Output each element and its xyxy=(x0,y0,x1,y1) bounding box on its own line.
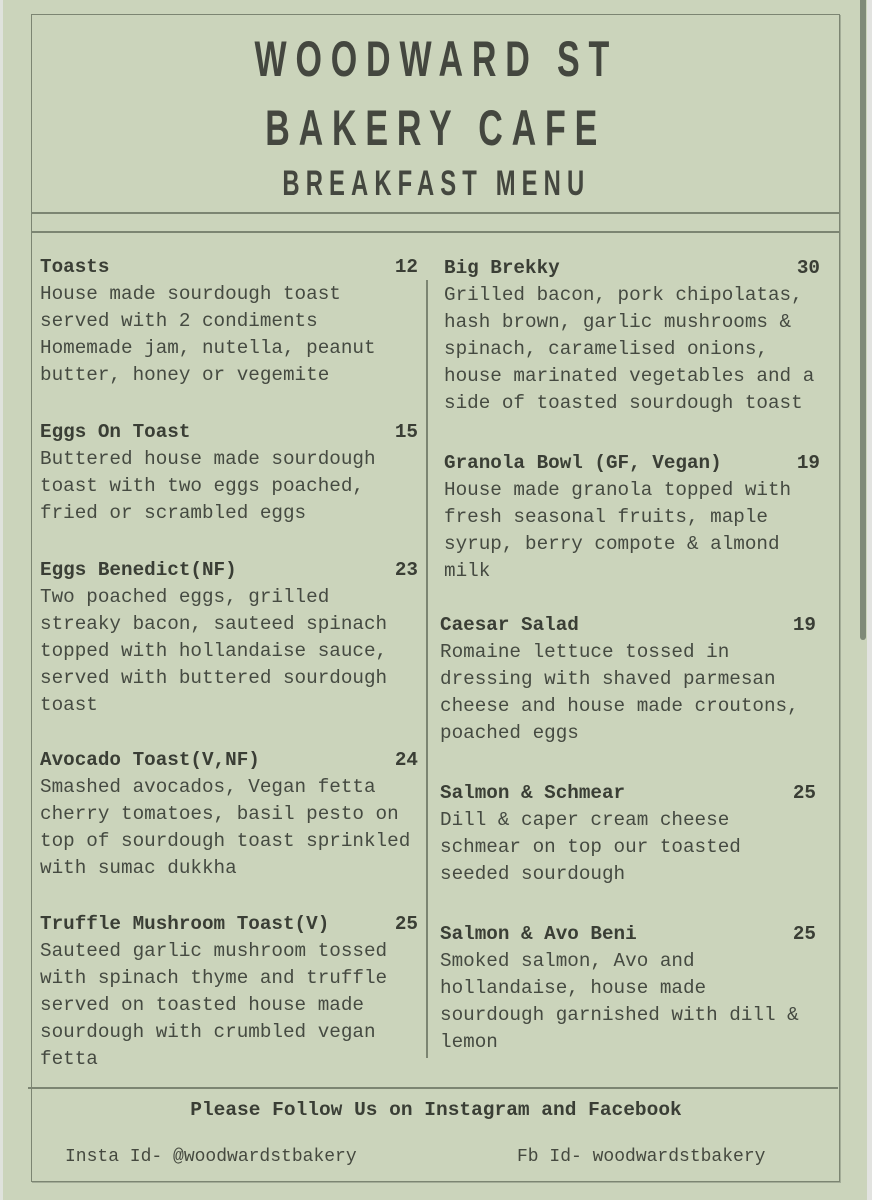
item-name: Avocado Toast(V,NF) xyxy=(40,749,260,771)
instagram-id: Insta Id- @woodwardstbakery xyxy=(65,1147,357,1167)
menu-item-toasts xyxy=(40,253,418,389)
item-description: Romaine lettuce tossed in dressing with shaved parmesan cheese and house made croutons, poached eggs xyxy=(440,641,799,744)
footer-divider xyxy=(28,1087,838,1089)
vertical-scrollbar[interactable] xyxy=(858,0,867,1200)
item-price: 25 xyxy=(792,923,816,945)
item-price: 23 xyxy=(394,559,418,581)
item-name: Truffle Mushroom Toast(V) xyxy=(40,913,330,935)
item-name: Big Brekky xyxy=(444,257,560,279)
item-description: Buttered house made sourdough toast with two eggs poached, fried or scrambled eggs xyxy=(40,448,376,524)
column-divider xyxy=(426,280,428,1058)
cafe-name-line1: WOODWARD ST xyxy=(254,31,618,87)
item-name: Caesar Salad xyxy=(440,614,579,636)
menu-item-salmon-avo-beni xyxy=(440,920,816,1056)
item-description: House made granola topped with fresh seasonal fruits, maple syrup, berry compote & almond milk xyxy=(444,479,792,582)
item-description: Grilled bacon, pork chipolatas, hash brown, garlic mushrooms & spinach, caramelised onions, house marinated vegetables and a side of toasted sourdough toast xyxy=(444,284,815,414)
item-name: Salmon & Schmear xyxy=(440,782,626,804)
menu-item-eggs-benedict xyxy=(40,556,418,719)
item-description: Dill & caper cream cheese schmear on top our toasted seeded sourdough xyxy=(440,809,741,885)
menu-subtitle: BREAKFAST MENU xyxy=(282,164,590,203)
menu-item-eggs-on-toast xyxy=(40,418,418,527)
header-divider-top xyxy=(31,212,839,214)
item-price: 24 xyxy=(394,749,418,771)
item-name: Eggs On Toast xyxy=(40,421,191,443)
facebook-id: Fb Id- woodwardstbakery xyxy=(517,1147,766,1167)
item-name: Salmon & Avo Beni xyxy=(440,923,637,945)
menu-item-granola-bowl xyxy=(444,449,820,585)
item-price: 19 xyxy=(792,614,816,636)
item-description: Two poached eggs, grilled streaky bacon, sauteed spinach topped with hollandaise sauce, served with buttered sourdough toast xyxy=(40,586,388,716)
item-price: 12 xyxy=(394,256,418,278)
item-description: Smashed avocados, Vegan fetta cherry tomatoes, basil pesto on top of sourdough toast sprinkled with sumac dukkha xyxy=(40,776,411,879)
item-description: Sauteed garlic mushroom tossed with spinach thyme and truffle served on toasted house made sourdough with crumbled vegan fetta xyxy=(40,940,388,1070)
menu-item-truffle-mushroom-toast xyxy=(40,910,418,1073)
item-name: Eggs Benedict(NF) xyxy=(40,559,237,581)
menu-item-salmon-schmear xyxy=(440,779,816,888)
menu-item-caesar-salad xyxy=(440,611,816,747)
item-price: 15 xyxy=(394,421,418,443)
follow-us-heading: Please Follow Us on Instagram and Facebook xyxy=(190,1099,682,1121)
menu-item-avocado-toast xyxy=(40,746,418,882)
item-price: 25 xyxy=(394,913,418,935)
item-description: House made sourdough toast served with 2 condiments Homemade jam, nutella, peanut butter, honey or vegemite xyxy=(40,283,376,386)
scrollbar-thumb[interactable] xyxy=(860,0,866,640)
item-price: 30 xyxy=(796,257,820,279)
item-name: Granola Bowl (GF, Vegan) xyxy=(444,452,722,474)
item-price: 19 xyxy=(796,452,820,474)
item-price: 25 xyxy=(792,782,816,804)
cafe-name-line2: BAKERY CAFE xyxy=(265,100,607,156)
item-name: Toasts xyxy=(40,256,110,278)
menu-item-big-brekky xyxy=(444,254,820,417)
header-divider-bottom xyxy=(31,231,839,233)
item-description: Smoked salmon, Avo and hollandaise, house made sourdough garnished with dill & lemon xyxy=(440,950,799,1053)
